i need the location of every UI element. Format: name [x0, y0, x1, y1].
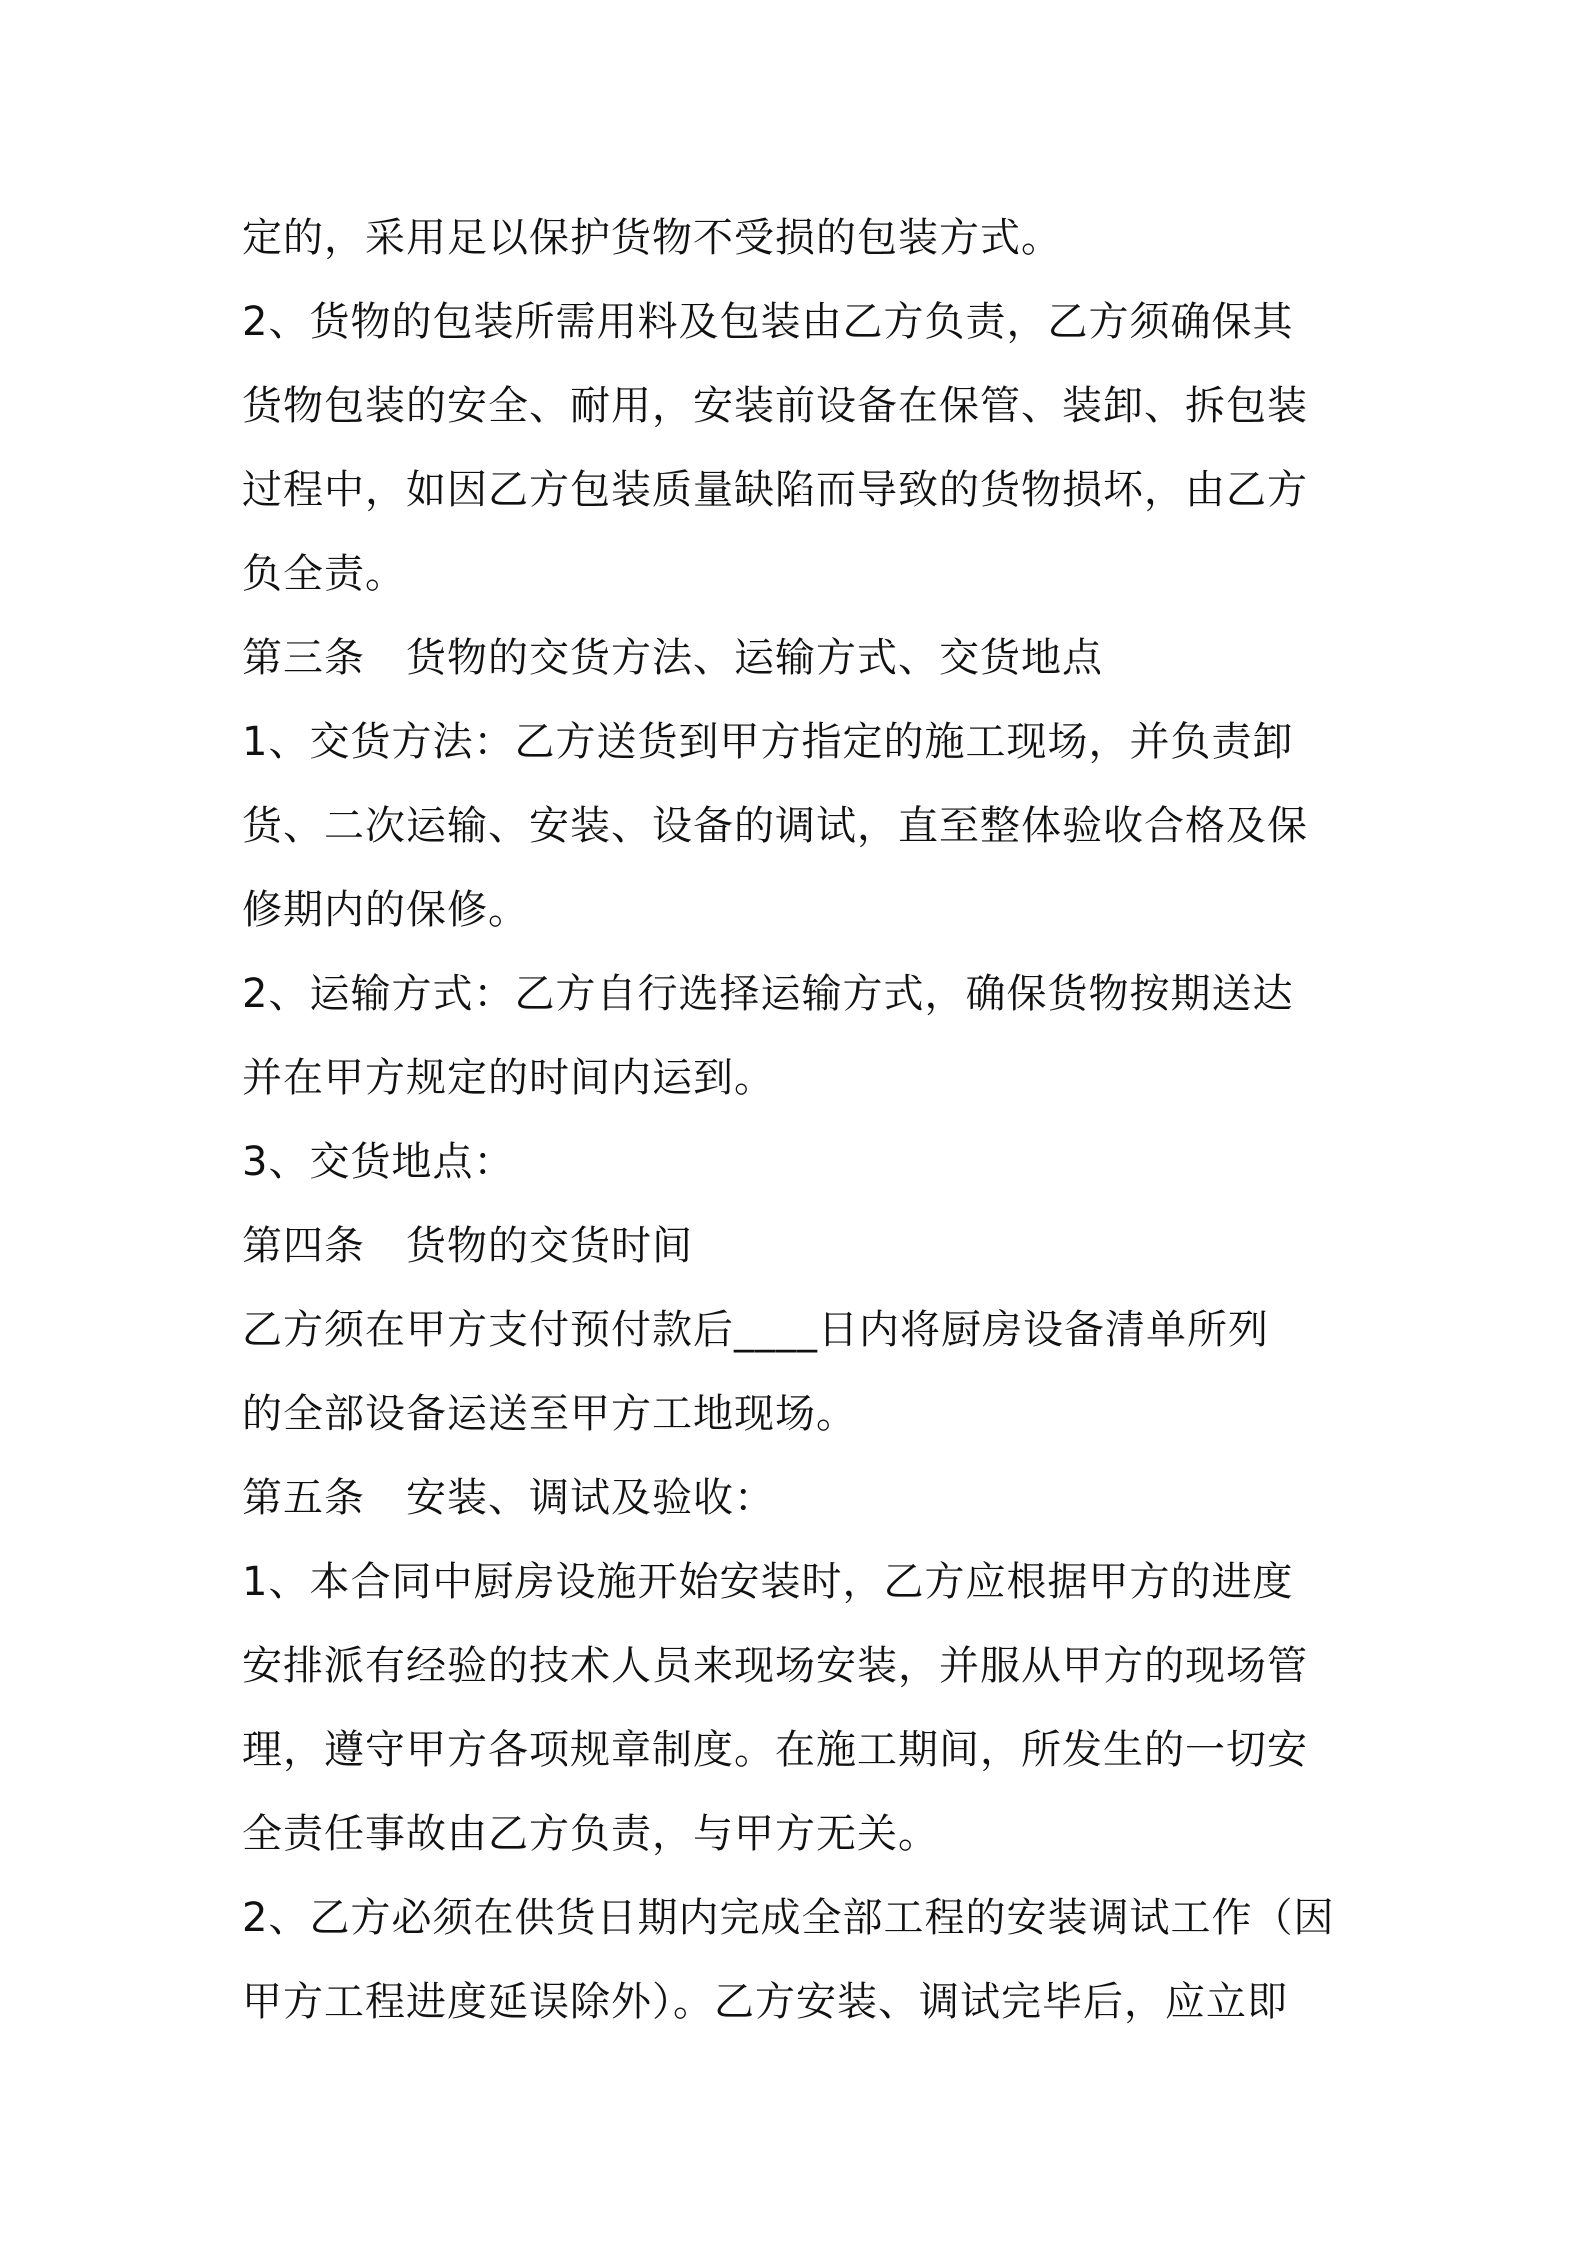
article-heading: 第五条 安装、调试及验收：: [242, 1475, 775, 1521]
article-heading: 第四条 货物的交货时间: [242, 1223, 693, 1269]
article-heading: 第三条 货物的交货方法、运输方式、交货地点: [242, 635, 1103, 681]
text-line: 负全责。: [242, 551, 406, 597]
text-line: 2、货物的包装所需用料及包装由乙方负责，乙方须确保其: [242, 299, 1294, 345]
document-body: [242, 196, 1352, 2044]
text-line: 理，遵守甲方各项规章制度。在施工期间，所发生的一切安: [242, 1727, 1308, 1773]
text-line: 定的，采用足以保护货物不受损的包装方式。: [242, 215, 1062, 261]
text-line: 2、乙方必须在供货日期内完成全部工程的安装调试工作（因: [242, 1895, 1335, 1941]
text-line: 修期内的保修。: [242, 887, 529, 933]
text-line: 安排派有经验的技术人员来现场安装，并服从甲方的现场管: [242, 1643, 1308, 1689]
text-line: 并在甲方规定的时间内运到。: [242, 1055, 775, 1101]
text-line: 的全部设备运送至甲方工地现场。: [242, 1391, 857, 1437]
text-line: 3、交货地点：: [242, 1139, 515, 1185]
text-line: 1、本合同中厨房设施开始安装时，乙方应根据甲方的进度: [242, 1559, 1294, 1605]
text-line: 甲方工程进度延误除外）。乙方安装、调试完毕后，应立即: [242, 1979, 1288, 2025]
text-line: 乙方须在甲方支付预付款后____日内将厨房设备清单所列: [242, 1307, 1269, 1353]
text-line: 货、二次运输、安装、设备的调试，直至整体验收合格及保: [242, 803, 1308, 849]
text-line: 货物包装的安全、耐用，安装前设备在保管、装卸、拆包装: [242, 383, 1308, 429]
text-line: 过程中，如因乙方包装质量缺陷而导致的货物损坏，由乙方: [242, 467, 1308, 513]
text-line: 2、运输方式：乙方自行选择运输方式，确保货物按期送达: [242, 971, 1294, 1017]
text-line: 全责任事故由乙方负责，与甲方无关。: [242, 1811, 939, 1857]
text-line: 1、交货方法：乙方送货到甲方指定的施工现场，并负责卸: [242, 719, 1294, 765]
